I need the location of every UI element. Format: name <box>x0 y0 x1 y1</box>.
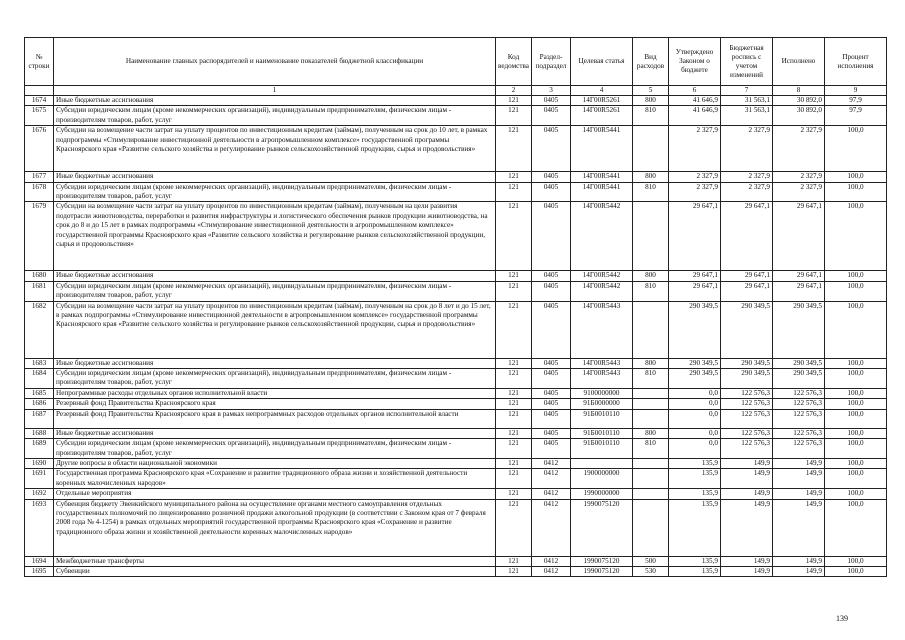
row-razdel: 0405 <box>532 172 571 182</box>
row-budget: 149,9 <box>721 469 773 489</box>
row-approved: 135,9 <box>669 469 721 489</box>
table-row <box>25 428 887 438</box>
row-target-article: 1900000000 <box>571 469 633 489</box>
row-expense-type <box>633 388 669 398</box>
row-number: 1678 <box>25 182 54 202</box>
row-executed: 29 647,1 <box>773 271 825 281</box>
row-ved: 121 <box>496 182 532 202</box>
row-number: 1691 <box>25 469 54 489</box>
row-executed: 29 647,1 <box>773 281 825 301</box>
row-budget: 29 647,1 <box>721 202 773 271</box>
header-approved: Утверждено Законом о бюджете <box>669 38 721 86</box>
row-percent: 100,0 <box>825 556 887 566</box>
row-name: Иные бюджетные ассигнования <box>54 358 496 368</box>
row-percent: 100,0 <box>825 388 887 398</box>
row-number: 1686 <box>25 399 54 409</box>
row-executed: 122 576,3 <box>773 439 825 459</box>
row-expense-type: 800 <box>633 428 669 438</box>
row-executed: 290 349,5 <box>773 301 825 358</box>
row-razdel: 0412 <box>532 499 571 556</box>
column-number: 8 <box>773 86 825 96</box>
row-approved: 290 349,5 <box>669 369 721 389</box>
table-row <box>25 358 887 368</box>
row-name: Субвенция бюджету Эвенкийского муниципального района на осуществление органами местного самоуправления отдельных государственных полномочий по лицензированию розничной продажи алкогольной продукции (в соответствии с Законом края от 7 февраля 2008 года № 4-1254) в рамках отдельных мероприятий государственной программы Красноярского края «Сохранение и развитие традиционного образа жизни и хозяйственной деятельности коренных малочисленных народов» <box>54 499 496 556</box>
table-row <box>25 566 887 576</box>
row-executed: 149,9 <box>773 566 825 576</box>
table-row <box>25 409 887 428</box>
row-budget: 149,9 <box>721 499 773 556</box>
row-ved: 121 <box>496 172 532 182</box>
column-number: 2 <box>496 86 532 96</box>
row-number: 1680 <box>25 271 54 281</box>
row-number: 1694 <box>25 556 54 566</box>
row-approved: 290 349,5 <box>669 301 721 358</box>
row-budget: 2 327,9 <box>721 126 773 172</box>
row-executed: 290 349,5 <box>773 358 825 368</box>
row-approved: 29 647,1 <box>669 281 721 301</box>
row-number: 1677 <box>25 172 54 182</box>
row-approved: 2 327,9 <box>669 126 721 172</box>
row-ved: 121 <box>496 388 532 398</box>
row-target-article: 1990075120 <box>571 566 633 576</box>
row-name: Резервный фонд Правительства Красноярского края <box>54 399 496 409</box>
row-razdel: 0412 <box>532 566 571 576</box>
table-row <box>25 172 887 182</box>
row-ved: 121 <box>496 566 532 576</box>
header-vid: Вид расходов <box>633 38 669 86</box>
row-executed: 149,9 <box>773 458 825 468</box>
row-percent: 100,0 <box>825 301 887 358</box>
row-percent: 100,0 <box>825 458 887 468</box>
row-approved: 135,9 <box>669 566 721 576</box>
row-target-article: 1990000000 <box>571 489 633 499</box>
row-budget: 2 327,9 <box>721 172 773 182</box>
row-expense-type: 810 <box>633 439 669 459</box>
row-target-article: 14Г00R5442 <box>571 271 633 281</box>
row-percent: 100,0 <box>825 271 887 281</box>
table-row <box>25 202 887 271</box>
row-name: Государственная программа Красноярского края «Сохранение и развитие традиционного образа жизни и хозяйственной деятельности коренных малочисленных народов» <box>54 469 496 489</box>
row-number: 1682 <box>25 301 54 358</box>
table-row <box>25 271 887 281</box>
row-expense-type: 810 <box>633 182 669 202</box>
row-expense-type <box>633 301 669 358</box>
row-percent: 97,9 <box>825 106 887 126</box>
row-executed: 149,9 <box>773 556 825 566</box>
row-name: Непрограммные расходы отдельных органов исполнительной власти <box>54 388 496 398</box>
row-razdel: 0405 <box>532 271 571 281</box>
page-number: 139 <box>836 614 848 623</box>
row-razdel: 0405 <box>532 301 571 358</box>
row-expense-type: 530 <box>633 566 669 576</box>
header-name: Наименование главных распорядителей и наименование показателей бюджетной классификации <box>54 38 496 86</box>
row-target-article: 14Г00R5443 <box>571 301 633 358</box>
row-executed: 2 327,9 <box>773 172 825 182</box>
table-row <box>25 439 887 459</box>
row-expense-type: 800 <box>633 358 669 368</box>
row-expense-type: 810 <box>633 281 669 301</box>
row-ved: 121 <box>496 489 532 499</box>
row-target-article: 14Г00R5442 <box>571 202 633 271</box>
row-razdel: 0405 <box>532 126 571 172</box>
row-target-article: 91Б0010110 <box>571 439 633 459</box>
row-expense-type <box>633 499 669 556</box>
column-number: 6 <box>669 86 721 96</box>
row-budget: 149,9 <box>721 556 773 566</box>
row-name: Субсидии юридическим лицам (кроме некоммерческих организаций), индивидуальным предпринимателям, физическим лицам - производителям товаров, работ, услуг <box>54 281 496 301</box>
row-approved: 0,0 <box>669 399 721 409</box>
row-target-article: 1990075120 <box>571 556 633 566</box>
header-row <box>25 38 887 86</box>
column-number: 4 <box>571 86 633 96</box>
row-approved: 41 646,9 <box>669 96 721 106</box>
row-budget: 31 563,1 <box>721 96 773 106</box>
row-ved: 121 <box>496 96 532 106</box>
row-name: Отдельные мероприятия <box>54 489 496 499</box>
table-row <box>25 458 887 468</box>
table-row <box>25 281 887 301</box>
row-executed: 122 576,3 <box>773 428 825 438</box>
row-approved: 0,0 <box>669 388 721 398</box>
row-number: 1675 <box>25 106 54 126</box>
row-name: Субсидии юридическим лицам (кроме некоммерческих организаций), индивидуальным предпринимателям, физическим лицам - производителям товаров, работ, услуг <box>54 439 496 459</box>
row-budget: 122 576,3 <box>721 428 773 438</box>
row-razdel: 0405 <box>532 358 571 368</box>
row-percent: 100,0 <box>825 172 887 182</box>
row-executed: 290 349,5 <box>773 369 825 389</box>
row-budget: 29 647,1 <box>721 281 773 301</box>
row-percent: 100,0 <box>825 399 887 409</box>
row-razdel: 0405 <box>532 106 571 126</box>
row-approved: 135,9 <box>669 499 721 556</box>
row-ved: 121 <box>496 202 532 271</box>
row-expense-type <box>633 126 669 172</box>
row-razdel: 0405 <box>532 409 571 428</box>
row-budget: 29 647,1 <box>721 271 773 281</box>
row-approved: 2 327,9 <box>669 172 721 182</box>
row-razdel: 0405 <box>532 96 571 106</box>
row-approved: 29 647,1 <box>669 271 721 281</box>
row-percent: 100,0 <box>825 126 887 172</box>
row-percent: 100,0 <box>825 182 887 202</box>
row-expense-type: 800 <box>633 271 669 281</box>
row-budget: 149,9 <box>721 489 773 499</box>
row-number: 1688 <box>25 428 54 438</box>
row-percent: 100,0 <box>825 499 887 556</box>
row-expense-type <box>633 489 669 499</box>
row-expense-type <box>633 399 669 409</box>
row-target-article: 91Б0010110 <box>571 428 633 438</box>
row-target-article: 14Г00R5442 <box>571 281 633 301</box>
row-ved: 121 <box>496 369 532 389</box>
row-expense-type: 800 <box>633 96 669 106</box>
row-expense-type: 500 <box>633 556 669 566</box>
row-approved: 135,9 <box>669 489 721 499</box>
table-row <box>25 399 887 409</box>
row-percent: 100,0 <box>825 369 887 389</box>
table-row <box>25 301 887 358</box>
row-ved: 121 <box>496 358 532 368</box>
row-name: Иные бюджетные ассигнования <box>54 172 496 182</box>
row-target-article: 14Г00R5261 <box>571 106 633 126</box>
budget-table <box>24 37 887 577</box>
row-approved: 135,9 <box>669 458 721 468</box>
table-row <box>25 126 887 172</box>
row-ved: 121 <box>496 556 532 566</box>
row-percent: 100,0 <box>825 566 887 576</box>
row-approved: 0,0 <box>669 409 721 428</box>
column-number: 5 <box>633 86 669 96</box>
row-name: Другие вопросы в области национальной экономики <box>54 458 496 468</box>
row-percent: 97,9 <box>825 96 887 106</box>
row-executed: 30 892,0 <box>773 106 825 126</box>
row-expense-type <box>633 469 669 489</box>
row-number: 1683 <box>25 358 54 368</box>
row-ved: 121 <box>496 281 532 301</box>
table-row <box>25 96 887 106</box>
row-expense-type <box>633 458 669 468</box>
row-ved: 121 <box>496 439 532 459</box>
row-name: Субсидии на возмещение части затрат на уплату процентов по инвестиционным кредитам (займам), полученным на срок до 10 лет, в рамках подпрограммы «Стимулирование инвестиционной деятельности в агропромышленном комплексе» государственной программы Красноярского края «Развитие сельского хозяйства и регулирование рынков сельскохозяйственной продукции, сырья и продовольствия» <box>54 126 496 172</box>
row-razdel: 0405 <box>532 281 571 301</box>
row-razdel: 0412 <box>532 469 571 489</box>
row-target-article: 14Г00R5441 <box>571 182 633 202</box>
row-expense-type: 810 <box>633 106 669 126</box>
table-row <box>25 556 887 566</box>
row-target-article: 14Г00R5443 <box>571 369 633 389</box>
row-razdel: 0405 <box>532 369 571 389</box>
row-ved: 121 <box>496 469 532 489</box>
row-expense-type <box>633 409 669 428</box>
row-approved: 290 349,5 <box>669 358 721 368</box>
row-razdel: 0405 <box>532 428 571 438</box>
row-ved: 121 <box>496 271 532 281</box>
row-target-article: 14Г00R5441 <box>571 126 633 172</box>
row-executed: 122 576,3 <box>773 409 825 428</box>
row-budget: 122 576,3 <box>721 439 773 459</box>
table-row <box>25 469 887 489</box>
row-executed: 149,9 <box>773 469 825 489</box>
table-row <box>25 388 887 398</box>
row-approved: 29 647,1 <box>669 202 721 271</box>
row-name: Резервный фонд Правительства Красноярского края в рамках непрограммных расходов отдельных органов исполнительной власти <box>54 409 496 428</box>
row-executed: 122 576,3 <box>773 388 825 398</box>
row-name: Субсидии на возмещение части затрат на уплату процентов по инвестиционным кредитам (займам), полученным на цели развития подотрасли животноводства, переработки и развития инфраструктуры и логистического обеспечения рынков продукции животноводства, на срок до 8 и до 15 лет в рамках подпрограммы «Стимулирование инвестиционной деятельности в агропромышленном комплексе» государственной программы Красноярского края «Развитие сельского хозяйства и регулирование рынков сельскохозяйственной продукции, сырья и продовольствия» <box>54 202 496 271</box>
row-number: 1695 <box>25 566 54 576</box>
row-budget: 122 576,3 <box>721 409 773 428</box>
table-row <box>25 489 887 499</box>
row-budget: 149,9 <box>721 458 773 468</box>
row-percent: 100,0 <box>825 489 887 499</box>
column-number <box>25 86 54 96</box>
row-number: 1674 <box>25 96 54 106</box>
row-target-article <box>571 458 633 468</box>
row-razdel: 0412 <box>532 458 571 468</box>
row-approved: 0,0 <box>669 428 721 438</box>
table-row <box>25 182 887 202</box>
row-budget: 290 349,5 <box>721 358 773 368</box>
table-row <box>25 369 887 389</box>
row-number: 1685 <box>25 388 54 398</box>
table-row <box>25 499 887 556</box>
row-expense-type: 810 <box>633 369 669 389</box>
row-percent: 100,0 <box>825 469 887 489</box>
row-percent: 100,0 <box>825 281 887 301</box>
row-budget: 122 576,3 <box>721 388 773 398</box>
row-ved: 121 <box>496 409 532 428</box>
row-target-article: 9100000000 <box>571 388 633 398</box>
header-executed: Исполнено <box>773 38 825 86</box>
row-number: 1692 <box>25 489 54 499</box>
row-ved: 121 <box>496 301 532 358</box>
row-number: 1676 <box>25 126 54 172</box>
row-target-article: 91Б0000000 <box>571 399 633 409</box>
row-percent: 100,0 <box>825 439 887 459</box>
header-ved: Код ведомства <box>496 38 532 86</box>
row-target-article: 14Г00R5443 <box>571 358 633 368</box>
row-number: 1689 <box>25 439 54 459</box>
row-budget: 149,9 <box>721 566 773 576</box>
row-name: Межбюджетные трансферты <box>54 556 496 566</box>
row-number: 1681 <box>25 281 54 301</box>
row-approved: 0,0 <box>669 439 721 459</box>
row-target-article: 1990075120 <box>571 499 633 556</box>
row-ved: 121 <box>496 499 532 556</box>
column-number: 9 <box>825 86 887 96</box>
row-name: Субвенции <box>54 566 496 576</box>
row-expense-type: 800 <box>633 172 669 182</box>
row-percent: 100,0 <box>825 358 887 368</box>
row-executed: 30 892,0 <box>773 96 825 106</box>
table-body <box>25 96 887 577</box>
row-expense-type <box>633 202 669 271</box>
row-executed: 122 576,3 <box>773 399 825 409</box>
row-razdel: 0405 <box>532 202 571 271</box>
row-name: Субсидии юридическим лицам (кроме некоммерческих организаций), индивидуальным предпринимателям, физическим лицам - производителям товаров, работ, услуг <box>54 106 496 126</box>
row-number: 1693 <box>25 499 54 556</box>
row-approved: 135,9 <box>669 556 721 566</box>
row-executed: 2 327,9 <box>773 126 825 172</box>
row-target-article: 91Б0010110 <box>571 409 633 428</box>
row-approved: 2 327,9 <box>669 182 721 202</box>
column-number-row <box>25 86 887 96</box>
row-number: 1690 <box>25 458 54 468</box>
row-name: Субсидии юридическим лицам (кроме некоммерческих организаций), индивидуальным предпринимателям, физическим лицам - производителям товаров, работ, услуг <box>54 182 496 202</box>
row-number: 1687 <box>25 409 54 428</box>
column-number: 7 <box>721 86 773 96</box>
row-ved: 121 <box>496 106 532 126</box>
row-executed: 2 327,9 <box>773 182 825 202</box>
row-name: Иные бюджетные ассигнования <box>54 428 496 438</box>
header-num: № строки <box>25 38 54 86</box>
header-razdel: Раздел-подраздел <box>532 38 571 86</box>
header-budget: Бюджетная роспись с учетом изменений <box>721 38 773 86</box>
row-razdel: 0412 <box>532 556 571 566</box>
row-razdel: 0405 <box>532 182 571 202</box>
row-name: Субсидии юридическим лицам (кроме некоммерческих организаций), индивидуальным предпринимателям, физическим лицам - производителям товаров, работ, услуг <box>54 369 496 389</box>
row-name: Иные бюджетные ассигнования <box>54 96 496 106</box>
row-executed: 149,9 <box>773 489 825 499</box>
row-target-article: 14Г00R5441 <box>571 172 633 182</box>
row-razdel: 0405 <box>532 399 571 409</box>
column-number: 1 <box>54 86 496 96</box>
column-number: 3 <box>532 86 571 96</box>
row-budget: 290 349,5 <box>721 369 773 389</box>
table-row <box>25 106 887 126</box>
row-executed: 149,9 <box>773 499 825 556</box>
row-percent: 100,0 <box>825 409 887 428</box>
row-budget: 122 576,3 <box>721 399 773 409</box>
row-ved: 121 <box>496 126 532 172</box>
header-target: Целевая статья <box>571 38 633 86</box>
row-name: Субсидии на возмещение части затрат на уплату процентов по инвестиционным кредитам (займам), полученным на срок до 8 лет и до 15 лет, в рамках подпрограммы «Стимулирование инвестиционной деятельности в агропромышленном комплексе» государственной программы Красноярского края «Развитие сельского хозяйства и регулирование рынков сельскохозяйственной продукции, сырья и продовольствия» <box>54 301 496 358</box>
row-budget: 31 563,1 <box>721 106 773 126</box>
row-number: 1679 <box>25 202 54 271</box>
row-budget: 290 349,5 <box>721 301 773 358</box>
row-executed: 29 647,1 <box>773 202 825 271</box>
row-razdel: 0405 <box>532 439 571 459</box>
row-target-article: 14Г00R5261 <box>571 96 633 106</box>
row-budget: 2 327,9 <box>721 182 773 202</box>
row-percent: 100,0 <box>825 428 887 438</box>
row-name: Иные бюджетные ассигнования <box>54 271 496 281</box>
row-ved: 121 <box>496 428 532 438</box>
header-percent: Процент исполнения <box>825 38 887 86</box>
row-ved: 121 <box>496 399 532 409</box>
row-ved: 121 <box>496 458 532 468</box>
row-number: 1684 <box>25 369 54 389</box>
row-razdel: 0412 <box>532 489 571 499</box>
row-approved: 41 646,9 <box>669 106 721 126</box>
row-percent: 100,0 <box>825 202 887 271</box>
row-razdel: 0405 <box>532 388 571 398</box>
